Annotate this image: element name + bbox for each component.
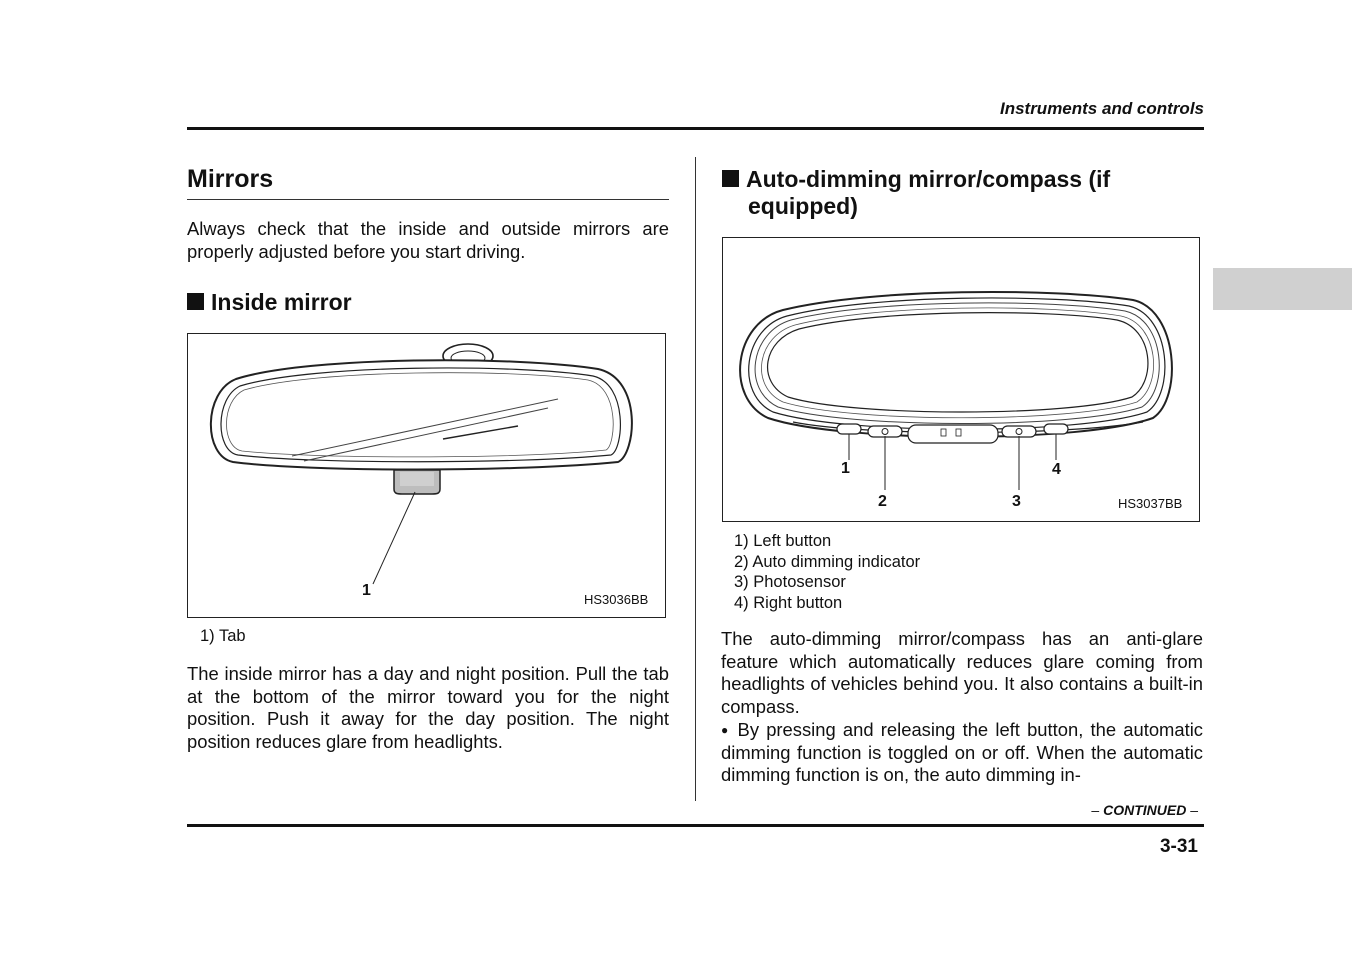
bullet-text: By pressing and releasing the left button, the automatic dimming function is toggled on or off. When the automatic dimming function is on, the auto dimming in-: [721, 719, 1203, 786]
auto-dimming-heading-line1: Auto-dimming mirror/compass (if: [746, 166, 1111, 192]
bullet-dot-icon: ●: [721, 723, 731, 737]
callout-1: 1: [362, 582, 371, 599]
dash-right: –: [1190, 802, 1198, 818]
column-divider: [695, 157, 696, 801]
auto-dimming-heading: [722, 166, 1202, 220]
legend-item: 2) Auto dimming indicator: [734, 552, 921, 571]
figure-code: HS3036BB: [584, 592, 649, 607]
legend-item: 3) Photosensor: [734, 573, 846, 591]
auto-dimming-illustration: [723, 238, 1199, 521]
footer-rule: [187, 824, 1204, 827]
page-title: Mirrors: [187, 165, 274, 193]
square-bullet-icon: [187, 293, 204, 310]
header-rule: [187, 127, 1204, 130]
legend-item: 1) Tab: [200, 627, 246, 645]
title-underline: [187, 199, 669, 200]
bullet-item: [721, 719, 1203, 787]
callout-3: 3: [1012, 493, 1021, 510]
page-number: 3-31: [1159, 836, 1198, 857]
inside-mirror-heading: [187, 289, 352, 316]
continued-marker: [1060, 802, 1198, 818]
intro-paragraph: Always check that the inside and outside mirrors are properly adjusted before you start driving.: [187, 218, 669, 262]
callout-2: 2: [878, 493, 887, 510]
inside-mirror-body: The inside mirror has a day and night position. Pull the tab at the bottom of the mirror toward you for the night position. Push it away for the day position. The night position reduces glare from headlights.: [187, 663, 669, 753]
running-header: Instruments and controls: [999, 99, 1204, 118]
auto-dimming-heading-line2: equipped): [748, 193, 858, 219]
auto-dimming-figure: [722, 237, 1200, 522]
continued-text: CONTINUED: [1103, 802, 1187, 818]
inside-mirror-legend: [200, 626, 246, 647]
inside-mirror-illustration: [188, 334, 665, 617]
section-thumb-tab: [1213, 268, 1352, 310]
callout-4: 4: [1052, 461, 1061, 478]
legend-item: 4) Right button: [734, 593, 843, 612]
auto-dimming-body: The auto-dimming mirror/compass has an anti-glare feature which automatically reduces glare coming from headlights of vehicles behind you. It also contains a built-in compass.: [721, 628, 1203, 718]
auto-dimming-legend: [734, 531, 920, 613]
legend-item: 1) Left button: [734, 532, 832, 550]
square-bullet-icon: [722, 170, 739, 187]
dash-left: –: [1091, 802, 1100, 818]
callout-1: 1: [841, 460, 850, 477]
inside-mirror-heading-text: Inside mirror: [211, 289, 352, 315]
inside-mirror-figure: [187, 333, 666, 618]
figure-code: HS3037BB: [1118, 496, 1183, 511]
